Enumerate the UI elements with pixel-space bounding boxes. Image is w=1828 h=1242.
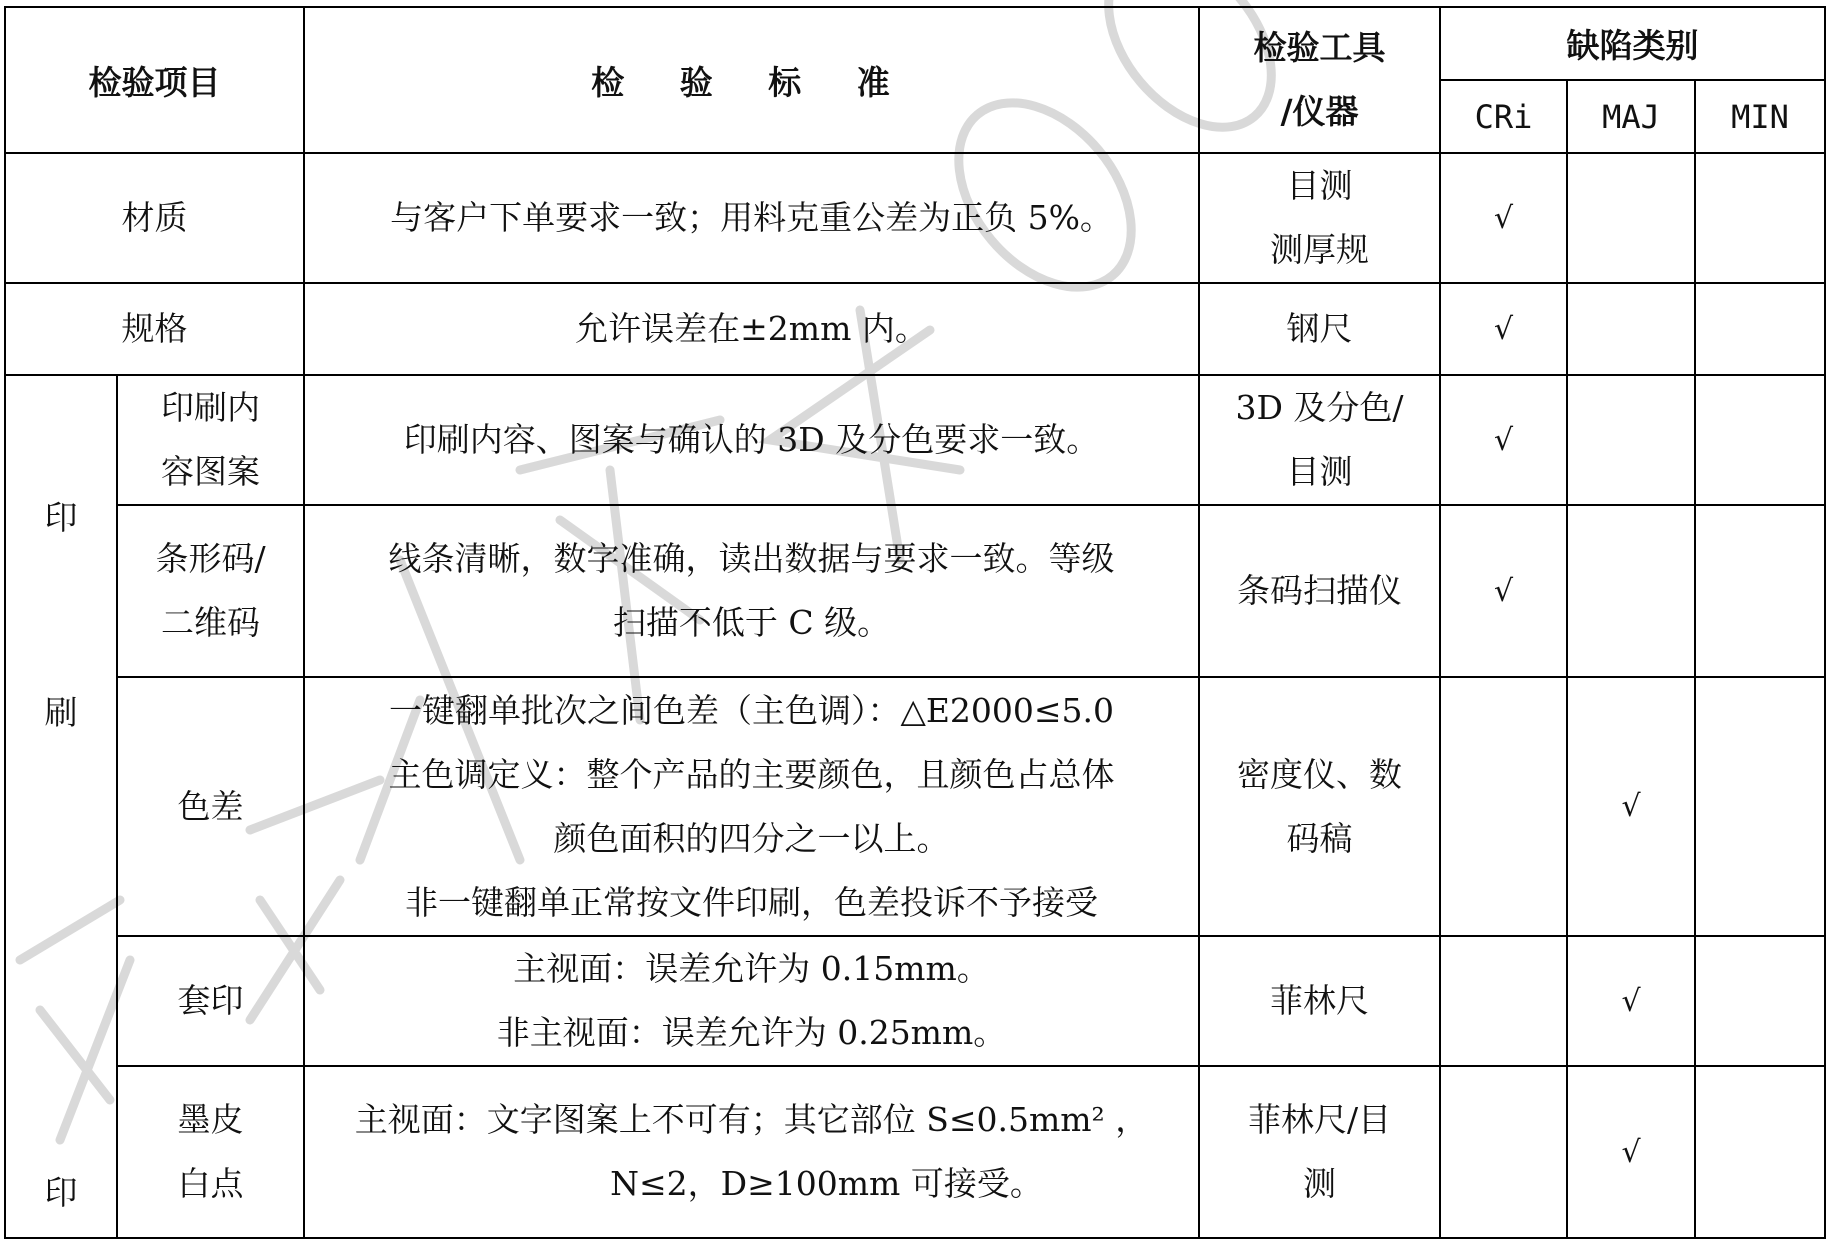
header-tool-line2: /仪器 (1280, 92, 1359, 131)
sub-item-text: 印刷内 (161, 388, 260, 427)
table-row (5, 677, 1825, 936)
standard-cell (304, 936, 1199, 1066)
standard-cell (304, 153, 1199, 283)
standard-text: 一键翻单批次之间色差（主色调）：△E2000≤5.0 (388, 690, 1115, 730)
maj-check: √ (1567, 677, 1695, 936)
standard-cell (304, 505, 1199, 677)
standard-text: 非一键翻单正常按文件印刷，色差投诉不予接受 (405, 882, 1098, 922)
table-row (5, 936, 1825, 1066)
cri-check: √ (1440, 375, 1567, 505)
table-row (5, 283, 1825, 375)
header-tool-line1: 检验工具 (1253, 28, 1386, 67)
header-tool (1199, 7, 1440, 153)
min-check (1695, 1066, 1825, 1238)
header-standard-text: 检 验 标 准 (591, 62, 912, 102)
min-check (1695, 677, 1825, 936)
tool-text: 目测 (1286, 452, 1353, 491)
sub-item-cell (117, 505, 304, 677)
standard-cell (304, 1066, 1199, 1238)
tool-text: 菲林尺/目 (1247, 1100, 1392, 1139)
tool-cell (1199, 153, 1440, 283)
tool-cell (1199, 375, 1440, 505)
standard-text: 主色调定义：整个产品的主要颜色，且颜色占总体 (388, 754, 1115, 794)
maj-check: √ (1567, 936, 1695, 1066)
header-cri: CRi (1440, 80, 1567, 153)
maj-check (1567, 505, 1695, 677)
standard-text: 允许误差在±2mm 内。 (575, 309, 928, 348)
sub-item-text: 容图案 (161, 452, 260, 491)
tool-cell (1199, 677, 1440, 936)
header-item: 检验项目 (5, 7, 304, 153)
group-char: 印 (44, 1173, 78, 1212)
table-row (5, 505, 1825, 677)
cri-check (1440, 677, 1567, 936)
cri-check (1440, 936, 1567, 1066)
standard-text: N≤2，D≥100mm 可接受。 (610, 1164, 1043, 1203)
min-check (1695, 153, 1825, 283)
item-cell: 规格 (5, 283, 304, 375)
tool-cell (1199, 1066, 1440, 1238)
group-cell-printing (5, 375, 117, 1238)
standard-text: 主视面：误差允许为 0.15mm。 (513, 949, 990, 988)
tool-cell: 菲林尺 (1199, 936, 1440, 1066)
min-check (1695, 283, 1825, 375)
table-row (5, 153, 1825, 283)
tool-text: 码稿 (1286, 818, 1353, 858)
standard-text: 颜色面积的四分之一以上。 (553, 818, 950, 858)
inspection-standard-table (4, 6, 1826, 1239)
maj-check (1567, 283, 1695, 375)
tool-text: 测 (1303, 1164, 1336, 1203)
standard-text: 与客户下单要求一致；用料克重公差为正负 5%。 (390, 198, 1113, 237)
standard-text: 线条清晰，数字准确，读出数据与要求一致。等级 (388, 539, 1115, 578)
group-char: 刷 (44, 693, 78, 732)
tool-text: 密度仪、数 (1237, 754, 1402, 794)
standard-text: 非主视面：误差允许为 0.25mm。 (496, 1013, 1007, 1052)
sub-item-text: 二维码 (161, 603, 260, 642)
min-check (1695, 936, 1825, 1066)
cri-check (1440, 1066, 1567, 1238)
maj-check (1567, 375, 1695, 505)
tool-text: 3D 及分色/ (1235, 388, 1404, 427)
standard-cell (304, 375, 1199, 505)
maj-check (1567, 153, 1695, 283)
table-row (5, 375, 1825, 505)
sub-item-text: 条形码/ (155, 539, 266, 578)
cri-check: √ (1440, 153, 1567, 283)
group-char: 印 (44, 498, 78, 537)
header-min: MIN (1695, 80, 1825, 153)
table-row (5, 1066, 1825, 1238)
tool-cell: 钢尺 (1199, 283, 1440, 375)
cri-check: √ (1440, 283, 1567, 375)
cri-check: √ (1440, 505, 1567, 677)
sub-item-text: 墨皮 (177, 1100, 244, 1139)
tool-cell: 条码扫描仪 (1199, 505, 1440, 677)
tool-text: 目测 (1286, 166, 1353, 205)
min-check (1695, 375, 1825, 505)
standard-text: 扫描不低于 C 级。 (612, 603, 891, 642)
sub-item-text: 白点 (177, 1164, 244, 1203)
standard-text: 印刷内容、图案与确认的 3D 及分色要求一致。 (403, 420, 1100, 459)
item-cell: 材质 (5, 153, 304, 283)
standard-cell (304, 283, 1199, 375)
header-standard (304, 7, 1199, 153)
sub-item-cell: 套印 (117, 936, 304, 1066)
standard-text: 主视面：文字图案上不可有；其它部位 S≤0.5mm² ， (354, 1100, 1149, 1139)
sub-item-cell (117, 375, 304, 505)
maj-check: √ (1567, 1066, 1695, 1238)
header-defect-class: 缺陷类别 (1440, 7, 1825, 80)
min-check (1695, 505, 1825, 677)
standard-cell (304, 677, 1199, 936)
tool-text: 测厚规 (1270, 230, 1369, 269)
sub-item-cell (117, 1066, 304, 1238)
header-maj: MAJ (1567, 80, 1695, 153)
sub-item-cell: 色差 (117, 677, 304, 936)
